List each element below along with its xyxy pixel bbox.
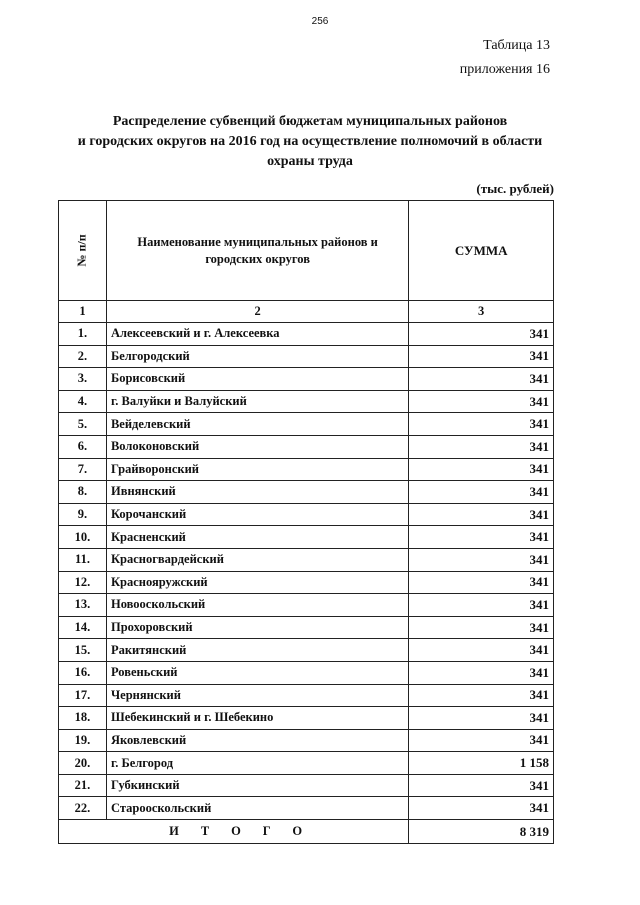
row-name: Ракитянский: [106, 639, 408, 662]
table-row: [59, 797, 554, 820]
table-ref-line2: приложения 16: [459, 62, 550, 77]
row-num: 22.: [59, 797, 107, 820]
row-num: 21.: [59, 774, 107, 797]
row-name: Ивнянский: [106, 481, 408, 504]
table-row: [59, 548, 554, 571]
row-sum: 341: [409, 481, 554, 504]
title-line1: Распределение субвенций бюджетам муниципальных районов: [112, 114, 508, 129]
row-num: 17.: [59, 684, 107, 707]
row-name: Яковлевский: [106, 729, 408, 752]
row-sum: 341: [409, 571, 554, 594]
total-sum: 8 319: [409, 820, 554, 844]
table-row: [59, 526, 554, 549]
table-row: [59, 571, 554, 594]
column-number: 1: [59, 301, 107, 323]
row-sum: 341: [409, 797, 554, 820]
table-row: [59, 684, 554, 707]
row-name: Прохоровский: [106, 616, 408, 639]
table-row: [59, 368, 554, 391]
row-name: Красненский: [106, 526, 408, 549]
row-num: 1.: [59, 323, 107, 346]
table-row: [59, 481, 554, 504]
row-sum: 341: [409, 345, 554, 368]
table-row: [59, 639, 554, 662]
table-row: [59, 323, 554, 346]
table-row: [59, 774, 554, 797]
row-name: г. Валуйки и Валуйский: [106, 390, 408, 413]
row-sum: 341: [409, 616, 554, 639]
row-name: Шебекинский и г. Шебекино: [106, 707, 408, 730]
row-name: Грайворонский: [106, 458, 408, 481]
row-sum: 341: [409, 458, 554, 481]
row-name: Белгородский: [106, 345, 408, 368]
row-sum: 341: [409, 661, 554, 684]
row-sum: 341: [409, 729, 554, 752]
row-num: 16.: [59, 661, 107, 684]
row-num: 5.: [59, 413, 107, 436]
table-row: [59, 616, 554, 639]
row-sum: 341: [409, 526, 554, 549]
row-num: 20.: [59, 752, 107, 775]
row-num: 9.: [59, 503, 107, 526]
row-num: 3.: [59, 368, 107, 391]
row-sum: 341: [409, 594, 554, 617]
row-sum: 341: [409, 707, 554, 730]
row-name: Краснояружский: [106, 571, 408, 594]
row-name: Корочанский: [106, 503, 408, 526]
column-number-row: [59, 301, 554, 323]
header-name: Наименование муниципальных районов и городских округов: [106, 201, 408, 301]
row-name: Вейделевский: [106, 413, 408, 436]
row-sum: 341: [409, 435, 554, 458]
row-sum: 341: [409, 548, 554, 571]
table-row: [59, 503, 554, 526]
row-name: г. Белгород: [106, 752, 408, 775]
page-number: 256: [311, 16, 329, 27]
table-row: [59, 413, 554, 436]
title-line2: и городских округов на 2016 год на осуществление полномочий в области: [77, 134, 543, 149]
row-num: 12.: [59, 571, 107, 594]
table-row: [59, 458, 554, 481]
header-sum: СУММА: [409, 201, 554, 301]
row-sum: 341: [409, 503, 554, 526]
units-label: (тыс. рублей): [476, 181, 554, 196]
row-name: Новооскольский: [106, 594, 408, 617]
header-num: [59, 201, 107, 301]
row-sum: 341: [409, 390, 554, 413]
row-num: 2.: [59, 345, 107, 368]
table-row: [59, 729, 554, 752]
row-num: 10.: [59, 526, 107, 549]
row-num: 8.: [59, 481, 107, 504]
table-ref-line1: Таблица 13: [483, 38, 550, 53]
row-num: 4.: [59, 390, 107, 413]
row-name: Старооскольский: [106, 797, 408, 820]
table-row: [59, 390, 554, 413]
row-num: 7.: [59, 458, 107, 481]
row-num: 11.: [59, 548, 107, 571]
row-num: 18.: [59, 707, 107, 730]
table-row: [59, 435, 554, 458]
table-row: [59, 594, 554, 617]
row-sum: 341: [409, 774, 554, 797]
row-sum: 1 158: [409, 752, 554, 775]
total-label: ИТОГО: [59, 820, 409, 844]
table-row: [59, 752, 554, 775]
row-name: Алексеевский и г. Алексеевка: [106, 323, 408, 346]
row-sum: 341: [409, 368, 554, 391]
row-name: Чернянский: [106, 684, 408, 707]
row-sum: 341: [409, 413, 554, 436]
row-name: Волоконовский: [106, 435, 408, 458]
row-num: 15.: [59, 639, 107, 662]
row-num: 19.: [59, 729, 107, 752]
row-name: Ровеньский: [106, 661, 408, 684]
row-sum: 341: [409, 323, 554, 346]
row-name: Борисовский: [106, 368, 408, 391]
row-num: 6.: [59, 435, 107, 458]
table-header-row: [59, 201, 554, 301]
subsidy-table: [58, 200, 554, 844]
row-num: 13.: [59, 594, 107, 617]
row-sum: 341: [409, 639, 554, 662]
title-line3: охраны труда: [267, 154, 353, 169]
header-num-label: № п/п: [74, 234, 89, 267]
column-number: 3: [409, 301, 554, 323]
table-row: [59, 707, 554, 730]
document-title: [60, 112, 560, 172]
row-name: Красногвардейский: [106, 548, 408, 571]
row-sum: 341: [409, 684, 554, 707]
table-row: [59, 661, 554, 684]
column-number: 2: [106, 301, 408, 323]
row-name: Губкинский: [106, 774, 408, 797]
table-row: [59, 345, 554, 368]
row-num: 14.: [59, 616, 107, 639]
total-row: [59, 820, 554, 844]
